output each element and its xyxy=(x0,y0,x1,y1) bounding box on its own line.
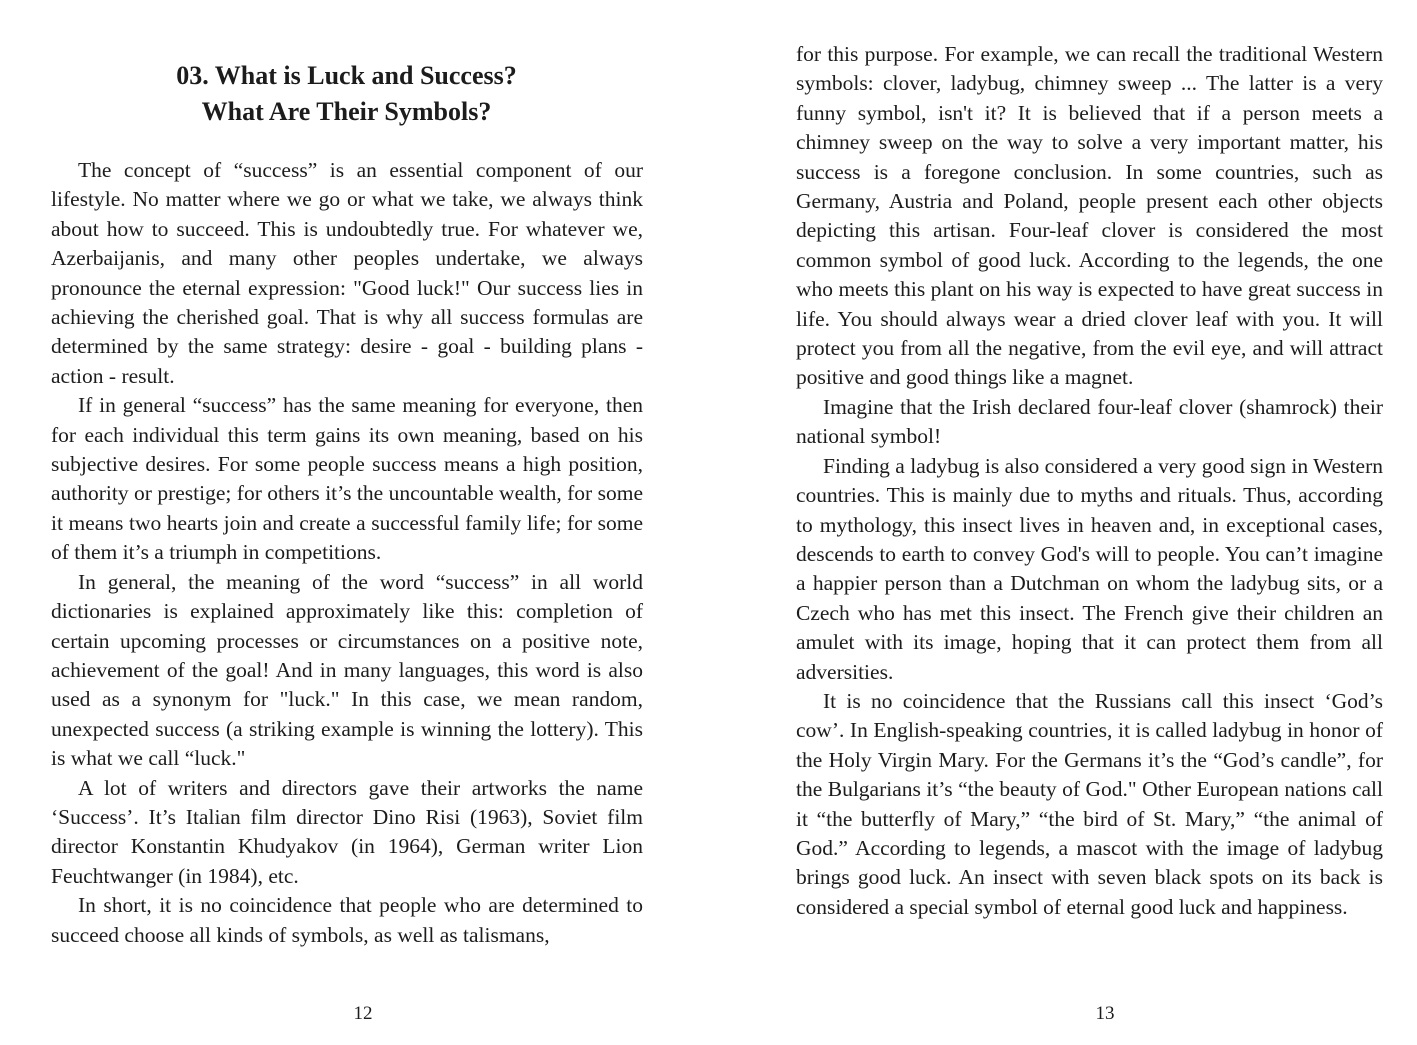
right-page xyxy=(708,0,1417,1045)
paragraph: In general, the meaning of the word “success” in all world dictionaries is explained approximately like this: completion of certain upcoming processes or circumstances on a positive note, achievement of the goal! And in many languages, this word is also used as a synonym for "luck." In this case, we mean random, unexpected success (a striking example is winning the lottery). This is what we call “luck." xyxy=(51,569,643,771)
paragraph: If in general “success” has the same meaning for everyone, then for each individual this term gains its own meaning, based on his subjective desires. For some people success means a high position, authority or prestige; for others it’s the uncountable wealth, for some it means two hearts join and create a successful family life; for some of them it’s a triumph in competitions. xyxy=(51,393,643,565)
continued-paragraph: for this purpose. For example, we can recall the traditional Western symbols: clover, ladybug, chimney sweep ... The latter is a very funny symbol, isn't it? It is believed that if a person meets a chimney sweep on the way to solve a very important matter, his success is a foregone conclusion. In some countries, such as Germany, Austria and Poland, people present each other objects depicting this artisan. Four-leaf clover is considered the most common symbol of good luck. According to the legends, the one who meets this plant on his way is expected to have great success in life. You should always wear a dried clover leaf with you. It will protect you from all the negative, from the evil eye, and will attract positive and good things like a magnet. xyxy=(796,42,1383,390)
paragraph: A lot of writers and directors gave their artworks the name ‘Success’. It’s Italian film director Dino Risi (1963), Soviet film director Konstantin Khudyakov (in 1964), German writer Lion Feuchtwanger (in 1984), etc. xyxy=(51,775,643,888)
paragraph: Finding a ladybug is also considered a very good sign in Western countries. This is mainly due to myths and rituals. Thus, according to mythology, this insect lives in heaven and, in exceptional cases, descends to earth to convey God's will to people. You can’t imagine a happier person than a Dutchman on whom the ladybug sits, or a Czech who has met this insect. The French give their children an amulet with its image, hoping that it can protect them from all adversities. xyxy=(796,453,1383,684)
left-page xyxy=(0,0,708,1045)
page-number: 12 xyxy=(353,1003,373,1024)
paragraph: Imagine that the Irish declared four-leaf clover (shamrock) their national symbol! xyxy=(796,394,1383,449)
paragraph: It is no coincidence that the Russians call this insect ‘God’s cow’. In English-speaking countries, it is called ladybug in honor of the Holy Virgin Mary. For the Germans it’s the “God’s candle”, for the Bulgarians it’s “the beauty of God." Other European nations call it “the butterfly of Mary,” “the bird of St. Mary,” “the animal of God.” According to legends, a mascot with the image of ladybug brings good luck. An insect with seven black spots on its back is considered a special symbol of eternal good luck and happiness. xyxy=(796,688,1383,919)
paragraph: The concept of “success” is an essential component of our lifestyle. No matter where we go or what we take, we always think about how to succeed. This is undoubtedly true. For whatever we, Azerbaijanis, and many other peoples undertake, we always pronounce the eternal expression: "Good luck!" Our success lies in achieving the cherished goal. That is why all success formulas are determined by the same strategy: desire - goal - building plans - action - result. xyxy=(51,158,643,388)
paragraph: In short, it is no coincidence that people who are determined to succeed choose all kinds of symbols, as well as talismans, xyxy=(51,893,643,947)
chapter-title-line-2: What Are Their Symbols? xyxy=(201,97,492,126)
chapter-title-line-1: 03. What is Luck and Success? xyxy=(176,61,517,90)
chapter-title xyxy=(50,58,643,130)
page-number: 13 xyxy=(1095,1003,1115,1024)
left-page-body xyxy=(51,156,643,950)
right-page-body xyxy=(796,40,1383,922)
